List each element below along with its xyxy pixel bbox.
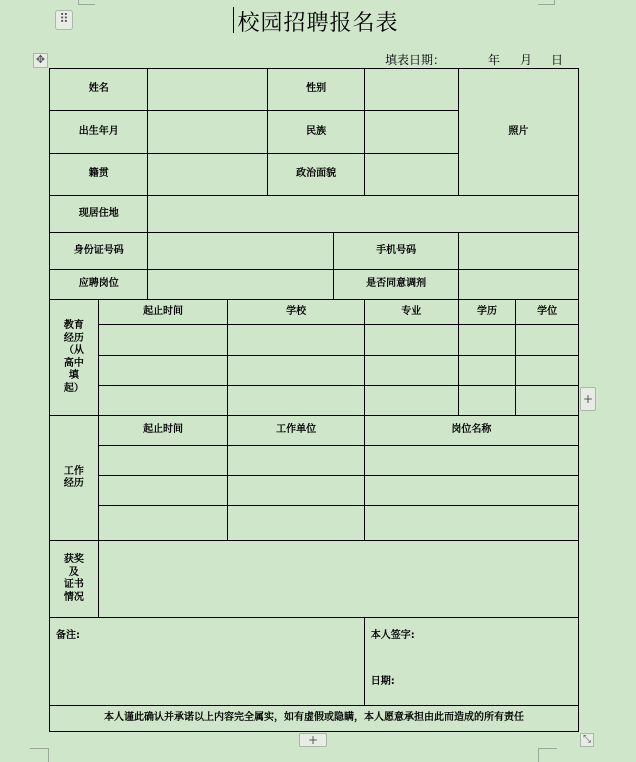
gender-input[interactable] [364,69,458,111]
signature-date-label: 日期: [370,676,395,687]
work-header-period: 起止时间 [98,416,228,446]
edu-cell[interactable] [364,325,458,356]
awards-label-line: 获奖 [63,554,84,565]
edu-cell[interactable] [228,325,364,356]
work-label-line: 工作 [63,465,84,477]
signature-cell[interactable] [364,618,578,706]
awards-input[interactable] [98,541,578,618]
crop-mark-top-right [538,0,555,5]
remarks-label: 备注: [56,630,80,641]
table-resize-handle-icon[interactable]: ⤡ [580,733,594,747]
fill-date-label: 填表日期： [385,53,446,67]
edu-cell[interactable] [228,356,364,386]
education-section-label [50,300,99,416]
birth-label: 出生年月 [50,111,148,154]
education-label-line: 教育 [63,320,84,331]
edu-cell[interactable] [516,356,579,386]
edu-header-period: 起止时间 [98,300,228,325]
current-address-label: 现居住地 [50,196,148,233]
edu-cell[interactable] [516,386,579,416]
education-label-line: 填 [68,370,79,381]
crop-mark-bottom-right [538,748,557,762]
awards-label-line: 情况 [63,591,84,603]
political-status-label: 政治面貌 [268,154,364,196]
native-place-label: 籍贯 [50,154,148,196]
education-label-line: 起） [63,382,84,394]
id-number-label: 身份证号码 [50,233,148,270]
page-title: 校园招聘报名表 [237,11,399,36]
edu-cell[interactable] [98,356,228,386]
edu-cell[interactable] [98,386,228,416]
edu-cell[interactable] [364,356,458,386]
awards-label-line: 证书 [63,579,84,590]
add-row-button[interactable]: + [299,733,327,747]
edu-cell[interactable] [516,325,579,356]
table-move-handle-icon[interactable]: ✥ [33,53,48,68]
edu-cell[interactable] [364,386,458,416]
work-section-label [50,416,99,541]
declaration-text: 本人谨此确认并承诺以上内容完全属实，如有虚假或隐瞒，本人愿意承担由此而造成的所有责任 [50,706,579,732]
fill-date-year: 年 [488,53,501,67]
signature-label: 本人签字: [370,630,415,641]
work-cell[interactable] [228,476,364,506]
accept-transfer-label: 是否同意调剂 [334,270,458,300]
fill-date-month: 月 [520,53,533,67]
birth-input[interactable] [148,111,268,154]
id-number-input[interactable] [148,233,334,270]
remarks-cell[interactable] [50,618,365,706]
political-status-input[interactable] [364,154,458,196]
work-cell[interactable] [98,506,228,541]
accept-transfer-input[interactable] [458,270,578,300]
work-cell[interactable] [98,446,228,476]
edu-cell[interactable] [458,325,515,356]
work-cell[interactable] [228,446,364,476]
phone-input[interactable] [458,233,578,270]
edu-cell[interactable] [228,386,364,416]
name-label: 姓名 [50,69,148,111]
phone-label: 手机号码 [334,233,458,270]
current-address-input[interactable] [148,196,579,233]
name-input[interactable] [148,69,268,111]
edu-cell[interactable] [458,356,515,386]
work-cell[interactable] [364,506,578,541]
work-header-position: 岗位名称 [364,416,578,446]
work-cell[interactable] [98,476,228,506]
edu-cell[interactable] [458,386,515,416]
work-label-line: 经历 [63,478,84,489]
work-cell[interactable] [364,476,578,506]
applied-position-input[interactable] [148,270,334,300]
fill-date-day: 日 [551,53,564,67]
work-cell[interactable] [364,446,578,476]
applied-position-label: 应聘岗位 [50,270,148,300]
add-column-button[interactable]: + [580,387,596,411]
edu-header-degree: 学位 [516,300,579,325]
education-label-line: 高中 [63,357,84,369]
edu-header-major: 专业 [364,300,458,325]
application-form-table [49,68,579,732]
gender-label: 性别 [268,69,364,111]
ethnicity-input[interactable] [364,111,458,154]
edu-header-school: 学校 [228,300,364,325]
drag-handle-icon[interactable]: ⠿ [55,10,73,30]
awards-label-line: 及 [68,566,79,578]
native-place-input[interactable] [148,154,268,196]
ethnicity-label: 民族 [268,111,364,154]
photo-cell[interactable]: 照片 [458,69,578,196]
crop-mark-top-left [78,0,95,5]
education-label-line: （从 [63,345,84,356]
education-label-line: 经历 [63,332,84,344]
edu-header-degree-level: 学历 [458,300,515,325]
work-header-employer: 工作单位 [228,416,364,446]
edu-cell[interactable] [98,325,228,356]
crop-mark-bottom-left [30,748,49,762]
work-cell[interactable] [228,506,364,541]
awards-section-label [50,541,99,618]
